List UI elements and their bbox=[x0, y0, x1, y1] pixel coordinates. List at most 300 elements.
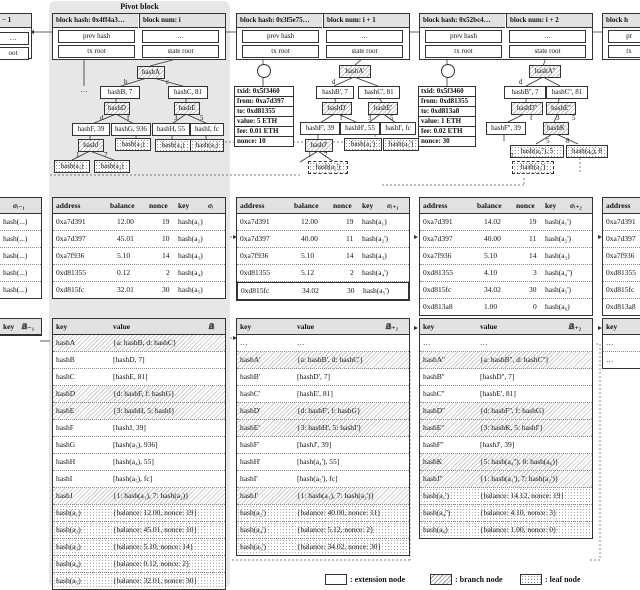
block-i2-hash: block hash: 0x52bc4… bbox=[420, 14, 505, 28]
cell-value: [hashJ', 39] bbox=[480, 440, 515, 449]
trie-i2-hashC: hashC'', 81 bbox=[546, 86, 588, 99]
db-i-sigma: 𝔹ᵢ bbox=[208, 322, 215, 331]
cell-key: hashD' bbox=[240, 406, 261, 415]
cell-key: … bbox=[606, 338, 614, 347]
block-i2-num: block num: i + 2 bbox=[506, 14, 592, 28]
cell-nonce: 19 bbox=[529, 217, 537, 226]
block-i-state-root: state root bbox=[142, 45, 219, 58]
cell-value: {balance: 34.02, nonce: 30} bbox=[297, 542, 382, 551]
cell-address: 0xa7d397 bbox=[423, 234, 453, 243]
cell-key: hashG bbox=[56, 440, 76, 449]
cell-key: hashI bbox=[56, 474, 73, 483]
state-i1-row bbox=[237, 282, 409, 300]
block-prev-state-root: oot bbox=[0, 47, 29, 60]
cell-key: hash(a₆) bbox=[545, 302, 570, 311]
trie-i2-hashK: hashK bbox=[543, 122, 569, 135]
cell-value: {balance: 5.12, nonce: 2} bbox=[297, 525, 374, 534]
db-table-next bbox=[602, 318, 640, 369]
db-row bbox=[237, 403, 409, 420]
tx1-from: from: 0xa7d397 bbox=[235, 97, 293, 107]
state-prev-sigma: σᵢ₋₁ bbox=[13, 201, 25, 210]
cell-key: hash(a₁) bbox=[362, 217, 387, 226]
db-row bbox=[420, 505, 592, 522]
block-prev-header: − 1 bbox=[0, 14, 31, 28]
block-next-prev: pr bbox=[608, 30, 640, 43]
trie-i1-hashH: hashH', 55 bbox=[340, 122, 380, 135]
tx2-to: to: 0xd813a8 bbox=[419, 107, 475, 117]
state-i1-row bbox=[237, 248, 409, 265]
trie-i1-hash-a5: hash(a₅') bbox=[383, 138, 419, 151]
db-i-header bbox=[53, 319, 225, 335]
cell-address: 0xa7d391 bbox=[240, 217, 270, 226]
cell-value: {d: hashF, f: hashG} bbox=[113, 389, 175, 398]
trie-i-edge-f: f bbox=[127, 114, 130, 122]
cell-address: 0xa7d397 bbox=[240, 234, 270, 243]
trie-i2-hashB: hashB'', 7 bbox=[504, 86, 546, 99]
trie-i2-edge-5b: 5 bbox=[546, 137, 550, 145]
state-i-row bbox=[53, 214, 225, 231]
state-i1-h-address: address bbox=[240, 201, 265, 210]
cell-key: hash(a₁) bbox=[178, 217, 203, 226]
trie-i2-hash-a2: hash(a₂') bbox=[512, 161, 554, 174]
state-i2-header bbox=[420, 198, 592, 214]
trie-i2-hashD: hashD'' bbox=[511, 102, 543, 115]
cell-value: [hashJ, 39] bbox=[113, 423, 146, 432]
state-i2-row bbox=[420, 265, 592, 282]
state-i1-row bbox=[237, 214, 409, 231]
cell-key: hash(a₅') bbox=[363, 286, 390, 295]
trie-i-hash-a2: hash(a₂) bbox=[94, 160, 130, 173]
cell-value: {3: hashH, 5: hashI} bbox=[113, 406, 175, 415]
cell-key: hash(a₅) bbox=[56, 576, 81, 585]
cell-address: 0xd813a8 bbox=[423, 302, 453, 311]
cell-key: hashC' bbox=[240, 389, 261, 398]
trie-i1-edge-7: 7 bbox=[324, 151, 328, 159]
block-i-hash: block hash: 0x4ff4a3… bbox=[53, 14, 138, 28]
cell-address: 0xa7f936 bbox=[606, 251, 635, 260]
block-i bbox=[52, 13, 226, 60]
trie-i-dots: … bbox=[80, 86, 88, 94]
db-table-i2 bbox=[419, 318, 593, 539]
cell-value: {a: hashB, d: hashC} bbox=[113, 338, 177, 347]
cell-balance: 5.10 bbox=[301, 251, 315, 260]
cell-key: hash(a₁') bbox=[423, 491, 450, 500]
block-i2-tx-root: tx root bbox=[425, 45, 502, 58]
state-i-row bbox=[53, 265, 225, 282]
cell-nonce: 19 bbox=[346, 217, 354, 226]
cell-nonce: 11 bbox=[529, 234, 537, 243]
trie-i-hash-a5: hash(a₅) bbox=[190, 139, 224, 152]
trie-i1-hash-a2: hash(a₂') bbox=[308, 161, 348, 174]
cell-address: 0xd81355 bbox=[423, 268, 453, 277]
cell-balance: 40.00 bbox=[484, 234, 501, 243]
cell-key: hashC bbox=[56, 372, 75, 381]
cell-value: {balance: 14.12, nonce: 19} bbox=[480, 491, 565, 500]
cell-key: hash(a₃) bbox=[56, 542, 81, 551]
cell-balance: 1.00 bbox=[484, 302, 498, 311]
state-i-sigma: σᵢ bbox=[208, 201, 214, 210]
cell-nonce: 30 bbox=[347, 286, 355, 295]
cell-value: {3: hashH', 5: hashI'} bbox=[297, 423, 362, 432]
legend-branch-label: : branch node bbox=[455, 575, 503, 584]
block-i1-dots: … bbox=[326, 30, 403, 43]
block-i-plus-2 bbox=[419, 13, 593, 60]
state-i-h-nonce: nonce bbox=[149, 201, 168, 210]
cell-address: 0xd815fc bbox=[56, 285, 85, 294]
trie-i2-edge-d: d bbox=[519, 78, 523, 86]
cell-value: {balance: 12.00, nonce: 19} bbox=[113, 508, 198, 517]
cell-address: 0xd81355 bbox=[606, 268, 636, 277]
trie-i1-hashJ: hashJ' bbox=[305, 139, 333, 152]
cell-balance: 4.10 bbox=[484, 268, 498, 277]
cell-nonce: 19 bbox=[162, 217, 170, 226]
db-row bbox=[237, 471, 409, 488]
state-i-header bbox=[53, 198, 225, 214]
cell-key: hashD'' bbox=[423, 406, 445, 415]
cell-nonce: 2 bbox=[166, 268, 170, 277]
tx1-id: txid: 0x5f3460 bbox=[235, 87, 293, 97]
cell-value: … bbox=[480, 338, 488, 347]
state-i-h-address: address bbox=[56, 201, 81, 210]
cell-value: {balance: 1.00, nonce: 0} bbox=[480, 525, 557, 534]
cell-balance: 5.10 bbox=[117, 251, 131, 260]
state-i-row bbox=[53, 231, 225, 248]
state-next-h-address: address bbox=[606, 201, 631, 210]
state-i1-row bbox=[237, 231, 409, 248]
cell-key: hash(a₁) bbox=[56, 508, 81, 517]
trie-i-edge-7: 7 bbox=[104, 151, 108, 159]
cell-key: … bbox=[240, 338, 248, 347]
db-row bbox=[53, 522, 225, 539]
cell-address: 0xd81355 bbox=[56, 268, 86, 277]
cell-key: hash(a₃) bbox=[362, 251, 387, 260]
state-i1-row bbox=[237, 265, 409, 282]
db-row bbox=[53, 573, 225, 589]
cell-value: {1: hash(a₁), 7: hash(a₂')} bbox=[297, 491, 375, 500]
cell-key: hashI' bbox=[240, 474, 258, 483]
cell-address: 0xa7d391 bbox=[56, 217, 86, 226]
db-i-h-value: value bbox=[113, 322, 131, 331]
cell-value: {a: hashB'', d: hashC''} bbox=[480, 355, 549, 364]
cell-balance: 45.01 bbox=[117, 234, 134, 243]
db-i1-sigma: 𝔹ᵢ₊₁ bbox=[385, 322, 399, 331]
cell-nonce: 2 bbox=[350, 268, 354, 277]
block-i2-prev-hash: prev hash bbox=[425, 30, 502, 43]
cell-nonce: 30 bbox=[162, 285, 170, 294]
block-i-num: block num: i bbox=[139, 14, 225, 28]
trie-i-hash-a3: hash(a₃) bbox=[115, 138, 151, 151]
state-i1-header bbox=[237, 198, 409, 214]
cell-key: hash(a₂') bbox=[362, 234, 389, 243]
cell-key: hashJ'' bbox=[423, 474, 443, 483]
cell-key: hashE' bbox=[240, 423, 260, 432]
db-row bbox=[53, 369, 225, 386]
cell-address: 0xa7f936 bbox=[240, 251, 269, 260]
db-i-h-key: key bbox=[56, 322, 68, 331]
cell-value: [hashE, 81] bbox=[113, 372, 148, 381]
cell-key: hashF'' bbox=[423, 440, 444, 449]
cell-value: [hash(a₃), 936] bbox=[113, 440, 158, 449]
trie-i1-edge-3: 3 bbox=[368, 114, 372, 122]
state-i1-h-key: key bbox=[362, 201, 374, 210]
tx2-value: value: 1 ETH bbox=[419, 117, 475, 127]
cell-key: hash(a₄'') bbox=[545, 268, 573, 277]
db-row bbox=[420, 420, 592, 437]
db-i1-h-value: value bbox=[297, 322, 315, 331]
state-i-h-key: key bbox=[178, 201, 190, 210]
cell-key: hash(a₃) bbox=[178, 251, 203, 260]
cell-key: hashK bbox=[423, 457, 443, 466]
db-i2-h-key: key bbox=[423, 322, 435, 331]
trie-i1-edge-5: 5 bbox=[390, 114, 394, 122]
trie-i2-edge-f: f bbox=[530, 114, 533, 122]
cell-balance: 5.12 bbox=[301, 268, 315, 277]
db-i2-h-value: value bbox=[480, 322, 498, 331]
trie-i-edge-5: 5 bbox=[200, 114, 204, 122]
cell-key: hashE bbox=[56, 406, 75, 415]
trie-i-hashH: hashH, 55 bbox=[152, 123, 190, 136]
trie-i2-hashF: hashF'', 39 bbox=[486, 122, 526, 135]
cell-value: {1: hash(a₁'), 7: hash(a₂')} bbox=[480, 474, 559, 483]
db-row bbox=[53, 403, 225, 420]
block-i-plus-1 bbox=[236, 13, 410, 60]
db-row bbox=[420, 386, 592, 403]
block-i-dots: … bbox=[142, 30, 219, 43]
cell-address: 0xd815fc bbox=[423, 285, 452, 294]
db-row bbox=[53, 539, 225, 556]
db-row bbox=[237, 437, 409, 454]
trie-i2-hash-a4: hash(a₄''), 5 bbox=[510, 145, 564, 158]
cell-address: 0xd815fc bbox=[241, 286, 270, 295]
block-prev bbox=[0, 13, 32, 59]
cell-balance: 0.12 bbox=[117, 268, 131, 277]
legend-leaf bbox=[520, 574, 581, 585]
trie-i-hash-a4: hash(a₄) bbox=[155, 139, 191, 152]
tx1-value: value: 5 ETH bbox=[235, 117, 293, 127]
legend-extension bbox=[325, 574, 405, 585]
trie-i2-hash-a6: hash(a₆), 8 bbox=[566, 145, 608, 158]
cell-value: {a: hashB', d: hashC'} bbox=[297, 355, 364, 364]
state-i1-h-nonce: nonce bbox=[333, 201, 352, 210]
cell-key: … bbox=[423, 338, 431, 347]
trie-i-hashF: hashF, 39 bbox=[72, 123, 110, 136]
trie-i1-hashI: hashI', fc bbox=[380, 122, 416, 135]
db-i2-header bbox=[420, 319, 592, 335]
db-row bbox=[237, 369, 409, 386]
cell-value: [hashE', 81] bbox=[480, 389, 516, 398]
db-row bbox=[420, 488, 592, 505]
state-i2-h-key: key bbox=[545, 201, 557, 210]
cell-balance: 5.10 bbox=[484, 251, 498, 260]
db-i1-h-key: key bbox=[240, 322, 252, 331]
cell-key: hashD bbox=[56, 389, 76, 398]
cell-key: hashE'' bbox=[423, 423, 445, 432]
trie-i1-hashA: hashA' bbox=[339, 65, 371, 78]
trie-i2-edge-7: 7 bbox=[510, 152, 514, 160]
block-i-prev-hash: prev hash bbox=[58, 30, 135, 43]
trie-i-hashI: hashI, fc bbox=[190, 123, 224, 136]
cell-key: hashH' bbox=[240, 457, 261, 466]
trie-i1-hashE: hashE' bbox=[368, 102, 398, 115]
trie-i-edge-c: c bbox=[166, 78, 170, 86]
state-i2-row bbox=[420, 299, 592, 315]
db-next-h-key: key bbox=[606, 322, 618, 331]
cell-key: hashF bbox=[56, 423, 74, 432]
trie-i1-edge-1: 1 bbox=[308, 151, 312, 159]
cell-address: 0xd813a8 bbox=[606, 302, 636, 311]
trie-i1-hashC: hashC', 81 bbox=[358, 86, 400, 99]
cell-key: hash(a₄'') bbox=[423, 508, 451, 517]
cell-nonce: 14 bbox=[346, 251, 354, 260]
trie-i1-hashF: hashF', 39 bbox=[300, 122, 340, 135]
cell-key: hashA'' bbox=[423, 355, 445, 364]
block-i1-state-root: state root bbox=[326, 45, 403, 58]
cell-key: hash(a₂') bbox=[545, 234, 572, 243]
cell-value: {balance: 40.00, nonce: 11} bbox=[297, 508, 381, 517]
cell-key: hash(a₄') bbox=[362, 268, 389, 277]
cell-key: hash(a₃) bbox=[545, 251, 570, 260]
cell-balance: 34.02 bbox=[302, 286, 319, 295]
db-row bbox=[237, 488, 409, 505]
tx2-from: from: 0xd81355 bbox=[419, 97, 475, 107]
state-i-h-balance: balance bbox=[110, 201, 135, 210]
cell-nonce: 3 bbox=[533, 268, 537, 277]
db-prev-sigma: 𝔹ᵢ₋₁ bbox=[21, 322, 35, 331]
cell-key: hash(a₂') bbox=[240, 508, 267, 517]
state-table-i1 bbox=[236, 197, 410, 301]
cell-address: 0xa7f936 bbox=[56, 251, 85, 260]
cell-key: hash(a₅) bbox=[178, 285, 203, 294]
cell-nonce: 10 bbox=[162, 234, 170, 243]
cell-key: hash(a₅') bbox=[240, 542, 267, 551]
cell-value: [hash(a₅), fc] bbox=[113, 474, 153, 483]
block-next bbox=[602, 13, 640, 60]
trie-i1-hashB: hashB', 7 bbox=[316, 86, 354, 99]
state-prev-row: hash(...) bbox=[3, 251, 28, 260]
db-row bbox=[237, 505, 409, 522]
state-table-prev bbox=[0, 197, 42, 299]
trie-i-hashC: hashC, 81 bbox=[168, 86, 208, 99]
state-prev-row: hash(...) bbox=[3, 268, 28, 277]
state-i2-row bbox=[420, 231, 592, 248]
db-row bbox=[53, 420, 225, 437]
state-prev-row: hash(...) bbox=[3, 285, 28, 294]
cell-key: hashH bbox=[56, 457, 76, 466]
db-row bbox=[420, 369, 592, 386]
cell-value: [hash(a₄), 55] bbox=[113, 457, 154, 466]
cell-value: {balance: 4.10, nonce: 3} bbox=[480, 508, 557, 517]
trie-i-hashD: hashD bbox=[104, 102, 130, 115]
cell-value: {5: hash(a₄''), 8: hash(a₆)} bbox=[480, 457, 559, 466]
cell-address: 0xa7f936 bbox=[423, 251, 452, 260]
block-i2-state-root: state root bbox=[509, 45, 586, 58]
cell-address: 0xa7d391 bbox=[423, 217, 453, 226]
tx1-to: to: 0xd81355 bbox=[235, 107, 293, 117]
block-i1-prev-hash: prev hash bbox=[242, 30, 319, 43]
cell-value: [hashD', 7] bbox=[297, 372, 331, 381]
cell-value: [hash(a₄'), 55] bbox=[297, 457, 340, 466]
db-row bbox=[53, 386, 225, 403]
state-i2-h-balance: balance bbox=[477, 201, 502, 210]
trie-i2-hashE: hashE'' bbox=[546, 102, 576, 115]
trie-i-edge-d: d bbox=[100, 114, 104, 122]
cell-key: hash(a₂) bbox=[178, 234, 203, 243]
trie-i-hashG: hashG, 936 bbox=[111, 123, 151, 136]
tx-root-node-i1 bbox=[257, 64, 271, 78]
db-table-i bbox=[52, 318, 226, 590]
state-i2-row bbox=[420, 214, 592, 231]
block-i1-tx-root: tx root bbox=[242, 45, 319, 58]
cell-key: hashB' bbox=[240, 372, 261, 381]
cell-address: 0xd81355 bbox=[240, 268, 270, 277]
tx2-fee: fee: 0.02 ETH bbox=[419, 127, 475, 137]
tx1-fee: fee: 0.01 ETH bbox=[235, 127, 293, 137]
legend-leaf-label: : leaf node bbox=[545, 575, 581, 584]
trie-i-hash-a1: hash(a₁) bbox=[54, 160, 90, 173]
cell-key: hash(a₄') bbox=[240, 525, 267, 534]
cell-nonce: 14 bbox=[162, 251, 170, 260]
cell-value: {balance: 5.10, nonce: 14} bbox=[113, 542, 194, 551]
cell-key: hashB bbox=[56, 355, 75, 364]
cell-address: 0xa7d397 bbox=[56, 234, 86, 243]
trie-i1-edge-f: f bbox=[340, 114, 343, 122]
state-prev-row: hash(...) bbox=[3, 217, 28, 226]
legend-branch bbox=[430, 574, 503, 585]
cell-address: 0xa7d397 bbox=[606, 234, 636, 243]
trie-i1-hashD: hashD' bbox=[322, 102, 352, 115]
cell-nonce: 0 bbox=[533, 302, 537, 311]
block-i2-dots: … bbox=[509, 30, 586, 43]
cell-value: [hashE', 81] bbox=[297, 389, 333, 398]
db-row bbox=[420, 471, 592, 488]
trie-i-edge-b: b bbox=[124, 78, 128, 86]
db-i1-header bbox=[237, 319, 409, 335]
cell-balance: 14.02 bbox=[484, 217, 501, 226]
state-i2-h-address: address bbox=[423, 201, 448, 210]
db-prev-h-key: key bbox=[3, 322, 15, 331]
cell-key: … bbox=[606, 355, 614, 364]
state-table-i bbox=[52, 197, 226, 299]
trie-i-hashA: hashA bbox=[137, 66, 165, 79]
cell-value: {3: hashK, 5: hashI'} bbox=[480, 423, 544, 432]
cell-balance: 12.00 bbox=[301, 217, 318, 226]
state-i2-row bbox=[420, 282, 592, 299]
block-i-tx-root: tx root bbox=[58, 45, 135, 58]
db-i2-dots-row bbox=[420, 335, 592, 352]
tx-root-node-i2 bbox=[441, 64, 455, 78]
state-table-next bbox=[602, 197, 640, 316]
db-row bbox=[237, 420, 409, 437]
db-row bbox=[53, 488, 225, 505]
trie-i2-hashA: hashA'' bbox=[529, 65, 561, 78]
pivot-block-title: Pivot block bbox=[120, 2, 159, 11]
cell-value: [hashJ', 39] bbox=[297, 440, 332, 449]
tx-card-1 bbox=[234, 86, 294, 147]
state-i1-sigma: σᵢ₊₁ bbox=[387, 201, 399, 210]
db-i2-sigma: 𝔹ᵢ₊₂ bbox=[568, 322, 582, 331]
cell-key: hashF' bbox=[240, 440, 260, 449]
cell-key: hashC'' bbox=[423, 389, 445, 398]
cell-value: {balance: 45.01, nonce: 10} bbox=[113, 525, 198, 534]
cell-key: hash(a₁') bbox=[545, 217, 572, 226]
cell-key: hashA' bbox=[240, 355, 261, 364]
db-row bbox=[237, 454, 409, 471]
db-row bbox=[53, 556, 225, 573]
db-table-i1 bbox=[236, 318, 410, 556]
cell-balance: 32.01 bbox=[117, 285, 134, 294]
cell-address: 0xa7d391 bbox=[606, 217, 636, 226]
cell-balance: 40.00 bbox=[301, 234, 318, 243]
